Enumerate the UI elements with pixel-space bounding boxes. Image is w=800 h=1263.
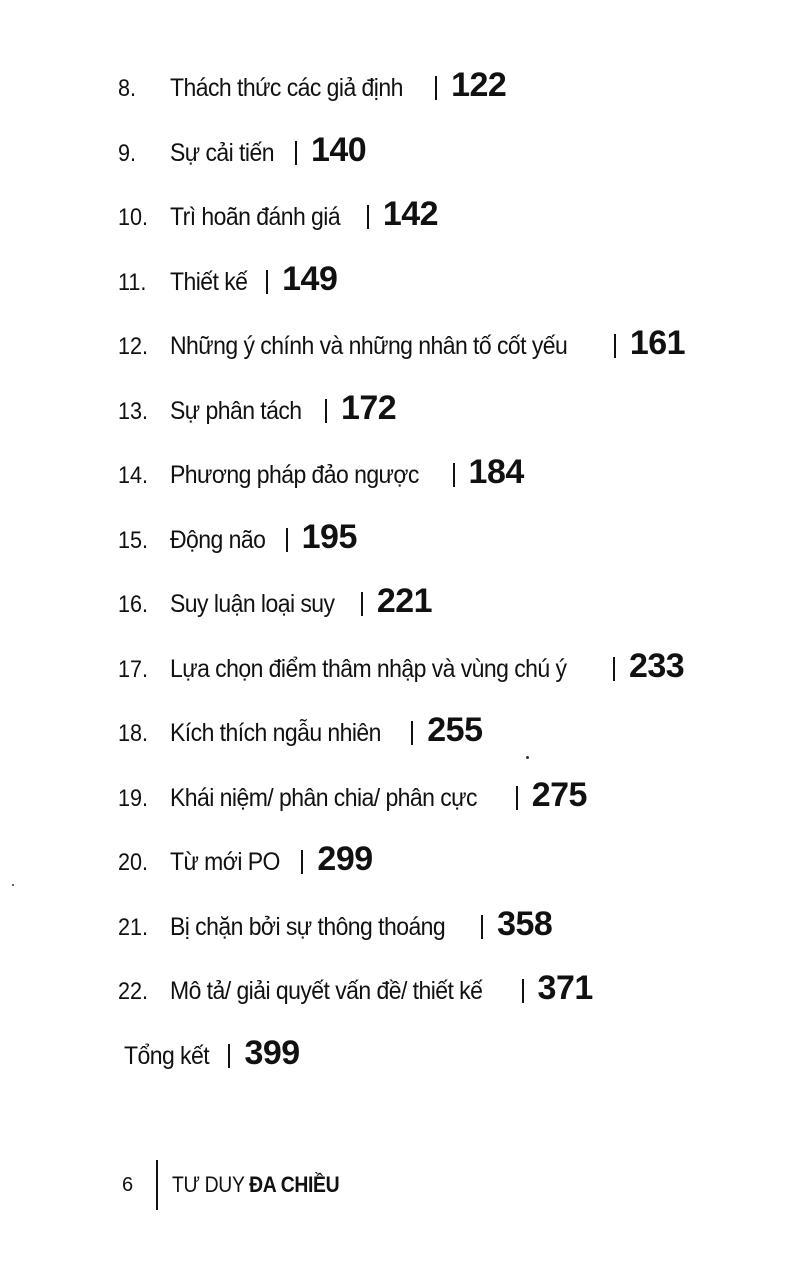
entry-number: 20.: [118, 849, 149, 876]
toc-entry: [118, 131, 758, 196]
entry-page-number: 172: [340, 388, 397, 427]
entry-title: Suy luận loại suy: [170, 590, 335, 618]
separator-bar: [613, 657, 615, 681]
separator-bar: [481, 915, 483, 939]
entry-title: Động não: [170, 525, 266, 554]
toc-entry: [118, 453, 758, 518]
entry-title: Từ mới PO: [170, 848, 280, 876]
entry-title: Sự cải tiến: [170, 138, 274, 167]
entry-number: 11.: [118, 268, 147, 296]
toc-entry: [118, 776, 758, 841]
entry-page-number: 149: [282, 259, 338, 298]
entry-title: Thách thức các giả định: [170, 74, 403, 102]
entry-page-number: 299: [317, 840, 373, 878]
entry-title: Sự phân tách: [170, 396, 302, 425]
entry-title: Mô tả/ giải quyết vấn đề/ thiết kế: [170, 977, 483, 1005]
entry-title: Bị chặn bởi sự thông thoáng: [170, 912, 446, 941]
scan-speck: [12, 884, 14, 886]
summary-page-number: 399: [244, 1033, 300, 1072]
toc-summary-entry: [118, 1034, 758, 1099]
entry-title: Kích thích ngẫu nhiên: [170, 719, 381, 747]
separator-bar: [411, 721, 413, 745]
separator-bar: [453, 463, 455, 487]
entry-number: 15.: [118, 526, 149, 554]
entry-page-number: 371: [537, 969, 593, 1007]
entry-title: Khái niệm/ phân chia/ phân cực: [170, 783, 477, 812]
entry-number: 16.: [118, 591, 149, 618]
separator-bar: [286, 528, 288, 552]
entry-number: 9.: [118, 139, 137, 167]
toc-entry: [118, 840, 758, 905]
separator-bar: [266, 270, 268, 294]
entry-page-number: 161: [629, 324, 686, 362]
entry-page-number: 255: [427, 711, 483, 749]
summary-title: Tổng kết: [124, 1041, 210, 1070]
entry-title: Trì hoãn đánh giá: [170, 203, 341, 231]
table-of-contents: [118, 66, 758, 1098]
footer-divider: [156, 1160, 158, 1210]
entry-number: 8.: [118, 75, 137, 102]
entry-number: 17.: [118, 655, 149, 683]
entry-page-number: 358: [497, 904, 553, 943]
entry-page-number: 221: [376, 582, 433, 620]
page-footer: [122, 1160, 362, 1210]
entry-page-number: 140: [310, 130, 367, 169]
entry-title: Phương pháp đảo ngược: [170, 461, 419, 489]
entry-number: 12.: [118, 333, 149, 360]
separator-bar: [367, 205, 369, 229]
entry-number: 21.: [118, 913, 149, 941]
entry-title: Lựa chọn điểm thâm nhập và vùng chú ý: [170, 654, 567, 683]
toc-entry: [118, 711, 758, 776]
footer-book-title: [172, 1172, 339, 1198]
separator-bar: [614, 334, 616, 358]
footer-page-number: 6: [122, 1173, 134, 1196]
separator-bar: [301, 850, 303, 874]
entry-page-number: 275: [531, 775, 587, 814]
toc-entry: [118, 389, 758, 454]
toc-entry: [118, 582, 758, 647]
separator-bar: [228, 1044, 230, 1068]
entry-page-number: 184: [468, 453, 524, 491]
entry-title: Những ý chính và những nhân tố cốt yếu: [170, 332, 568, 360]
scan-speck: [526, 756, 529, 759]
separator-bar: [295, 141, 297, 165]
entry-page-number: 195: [301, 517, 357, 556]
entry-title: Thiết kế: [170, 267, 248, 296]
entry-page-number: 233: [628, 646, 685, 685]
book-title-regular: TƯ DUY: [172, 1172, 250, 1197]
toc-entry: [118, 647, 758, 712]
separator-bar: [516, 786, 518, 810]
separator-bar: [435, 76, 437, 100]
separator-bar: [361, 592, 363, 616]
toc-entry: [118, 518, 758, 583]
entry-number: 14.: [118, 462, 149, 489]
entry-page-number: 122: [451, 66, 507, 104]
entry-number: 10.: [118, 204, 149, 231]
entry-number: 19.: [118, 784, 149, 812]
entry-number: 22.: [118, 978, 149, 1005]
separator-bar: [325, 399, 327, 423]
toc-entry: [118, 905, 758, 970]
separator-bar: [522, 979, 524, 1003]
toc-entry: [118, 260, 758, 325]
toc-entry: [118, 66, 758, 131]
entry-number: 18.: [118, 720, 149, 747]
toc-entry: [118, 969, 758, 1034]
toc-entry: [118, 195, 758, 260]
book-title-bold: ĐA CHIỀU: [249, 1172, 340, 1197]
entry-page-number: 142: [382, 195, 439, 233]
entry-number: 13.: [118, 397, 149, 425]
toc-entry: [118, 324, 758, 389]
